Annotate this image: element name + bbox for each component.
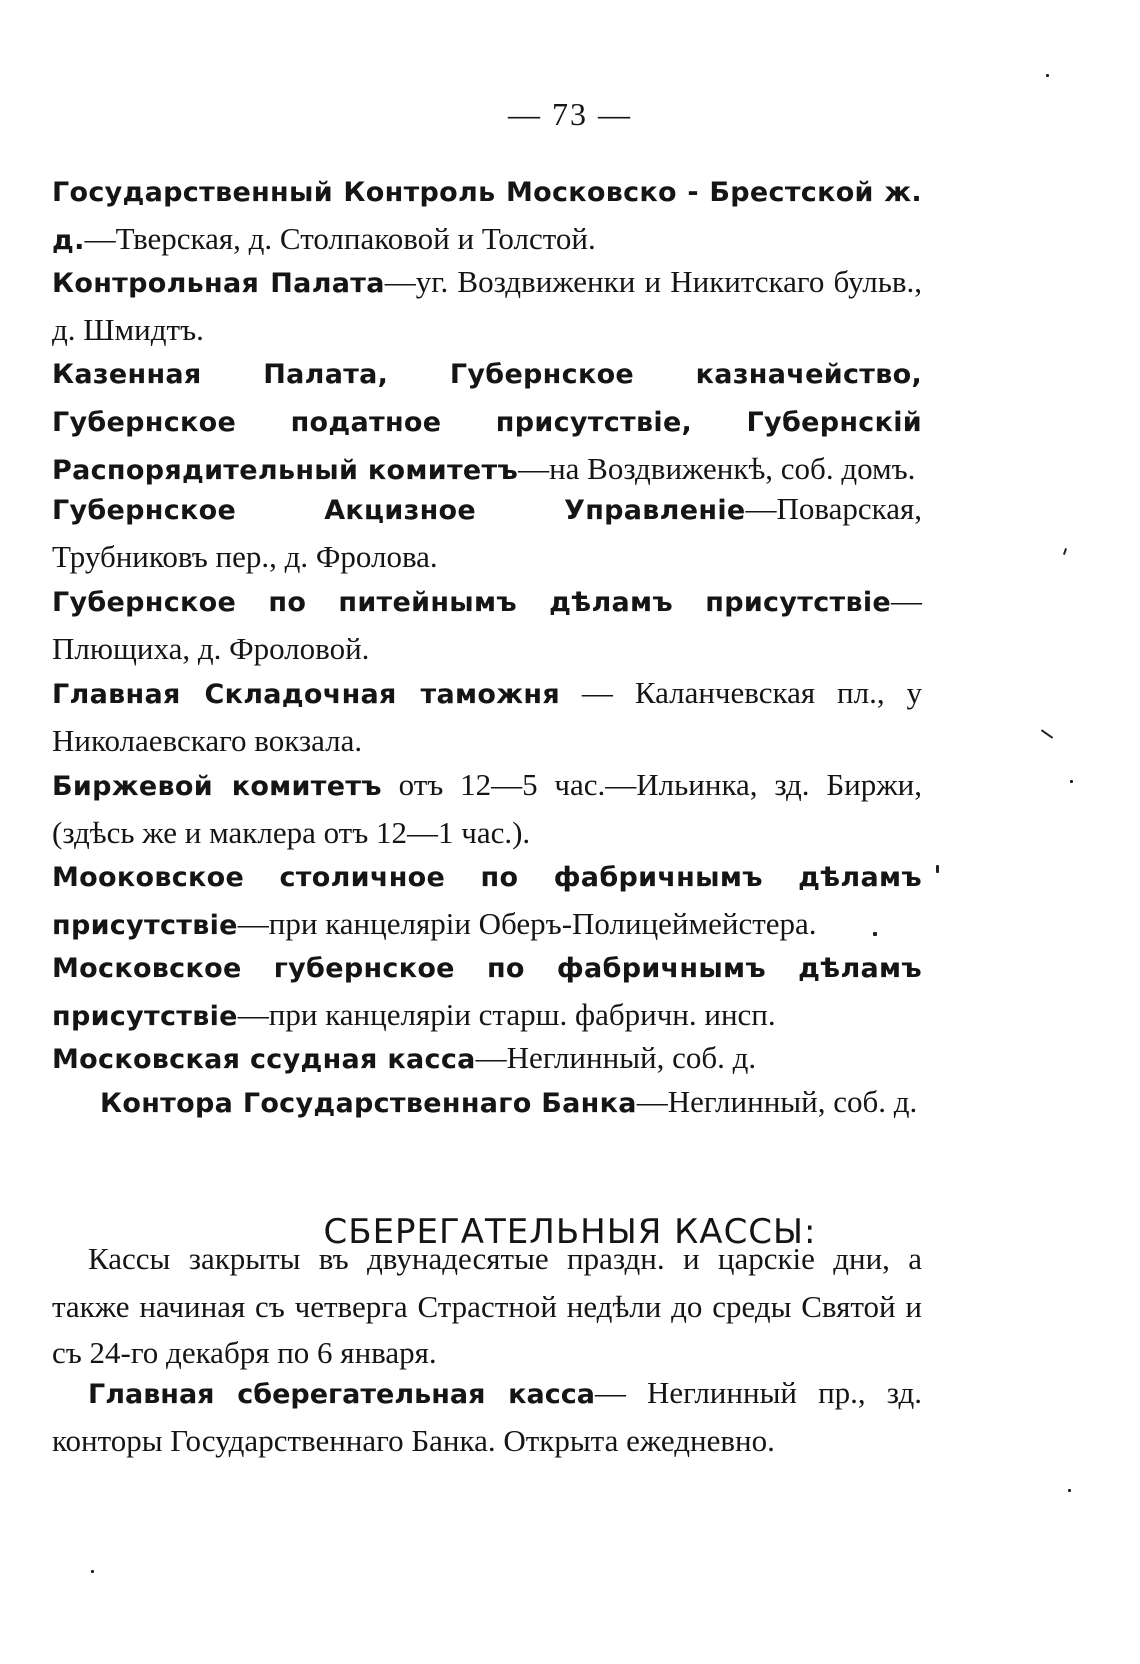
entry-state-bank-office <box>100 1079 922 1127</box>
entry-name: Биржевой комитетъ <box>52 771 382 802</box>
scan-speck <box>1041 729 1054 739</box>
entry-name: Контрольная Палата <box>52 268 385 299</box>
entry-address: —Неглинный, соб. д. <box>636 1084 918 1119</box>
entry-provincial-factory-affairs <box>52 944 922 1040</box>
entry-address: —уг. Воздвиженки и Никитскаго бульв., д. Шмидтъ. <box>52 264 923 347</box>
page-number: — 73 — <box>508 96 632 132</box>
entry-address: —при канцеляріи Оберъ-Полицеймейстера. <box>237 906 817 941</box>
entry-name: Казенная Палата, Губернское казначейство, Губернское податное присутствіе, Губернскій Распорядительный комитетъ <box>52 359 922 486</box>
main-savings-bank-paragraph <box>52 1370 922 1464</box>
entry-name: Московская ссудная касса <box>52 1044 476 1075</box>
entry-address: отъ 12—5 час.—Ильинка, зд. Биржи, (здѣсь же и маклера отъ 12—1 час.). <box>52 767 922 850</box>
paragraph-text: Кассы закрыты въ двунадесятые праздн. и царскіе дни, а также начиная съ четверга Страстной недѣли до среды Святой и съ 24-го декабря по 6 января. <box>52 1241 922 1370</box>
entry-address: —Поварская, Трубниковъ пер., д. Фролова. <box>52 491 922 574</box>
entry-state-control <box>52 168 922 264</box>
entry-address: —Неглинный, соб. д. <box>475 1040 757 1075</box>
scan-speck <box>1046 74 1049 77</box>
scan-speck <box>873 932 877 936</box>
scan-speck <box>1063 548 1067 555</box>
entry-address: —Тверская, д. Столпаковой и Толстой. <box>84 221 596 256</box>
entry-name: Московское губернское по фабричнымъ дѣламъ присутствіе <box>52 953 922 1032</box>
entry-name: Губернское Акцизное Управленіе <box>52 495 746 526</box>
entry-excise-administration <box>52 486 922 580</box>
scan-speck <box>1070 780 1073 783</box>
entry-name: Мооковское столичное по фабричнымъ дѣламъ присутствіе <box>52 862 922 941</box>
entry-exchange-committee <box>52 762 922 856</box>
entry-name: Главная сберегательная касса <box>88 1379 595 1410</box>
entry-name: Государственный Контроль Московско - Брестской ж. д. <box>52 177 922 256</box>
entry-drinking-affairs <box>52 578 922 672</box>
section-heading: СБЕРЕГАТЕЛЬНЫЯ КАССЫ: <box>323 1212 817 1252</box>
entry-address: —при канцеляріи старш. фабричн. инсп. <box>237 997 776 1032</box>
entry-name: Губернское по питейнымъ дѣламъ присутствіе <box>52 587 891 618</box>
entry-customs-warehouse <box>52 670 922 764</box>
entry-address: —Плющиха, д. Фроловой. <box>52 583 922 666</box>
scan-speck <box>1068 1489 1071 1492</box>
entry-address: —на Воздвиженкѣ, соб. домъ. <box>518 451 916 486</box>
entry-control-chamber <box>52 259 922 353</box>
scan-speck <box>91 1570 94 1573</box>
entry-address: — Каланчевская пл., у Николаевскаго вокзала. <box>52 675 922 758</box>
entry-loan-office <box>52 1035 922 1083</box>
entry-address: — Неглинный пр., зд. конторы Государственнаго Банка. Открыта ежедневно. <box>52 1375 922 1458</box>
scan-speck <box>936 865 939 873</box>
savings-closure-paragraph <box>52 1236 922 1376</box>
entry-treasury-chamber <box>52 350 922 494</box>
entry-capital-factory-affairs <box>52 853 922 949</box>
entry-name: Контора Государственнаго Банка <box>100 1088 637 1119</box>
entry-name: Главная Складочная таможня <box>52 679 560 710</box>
